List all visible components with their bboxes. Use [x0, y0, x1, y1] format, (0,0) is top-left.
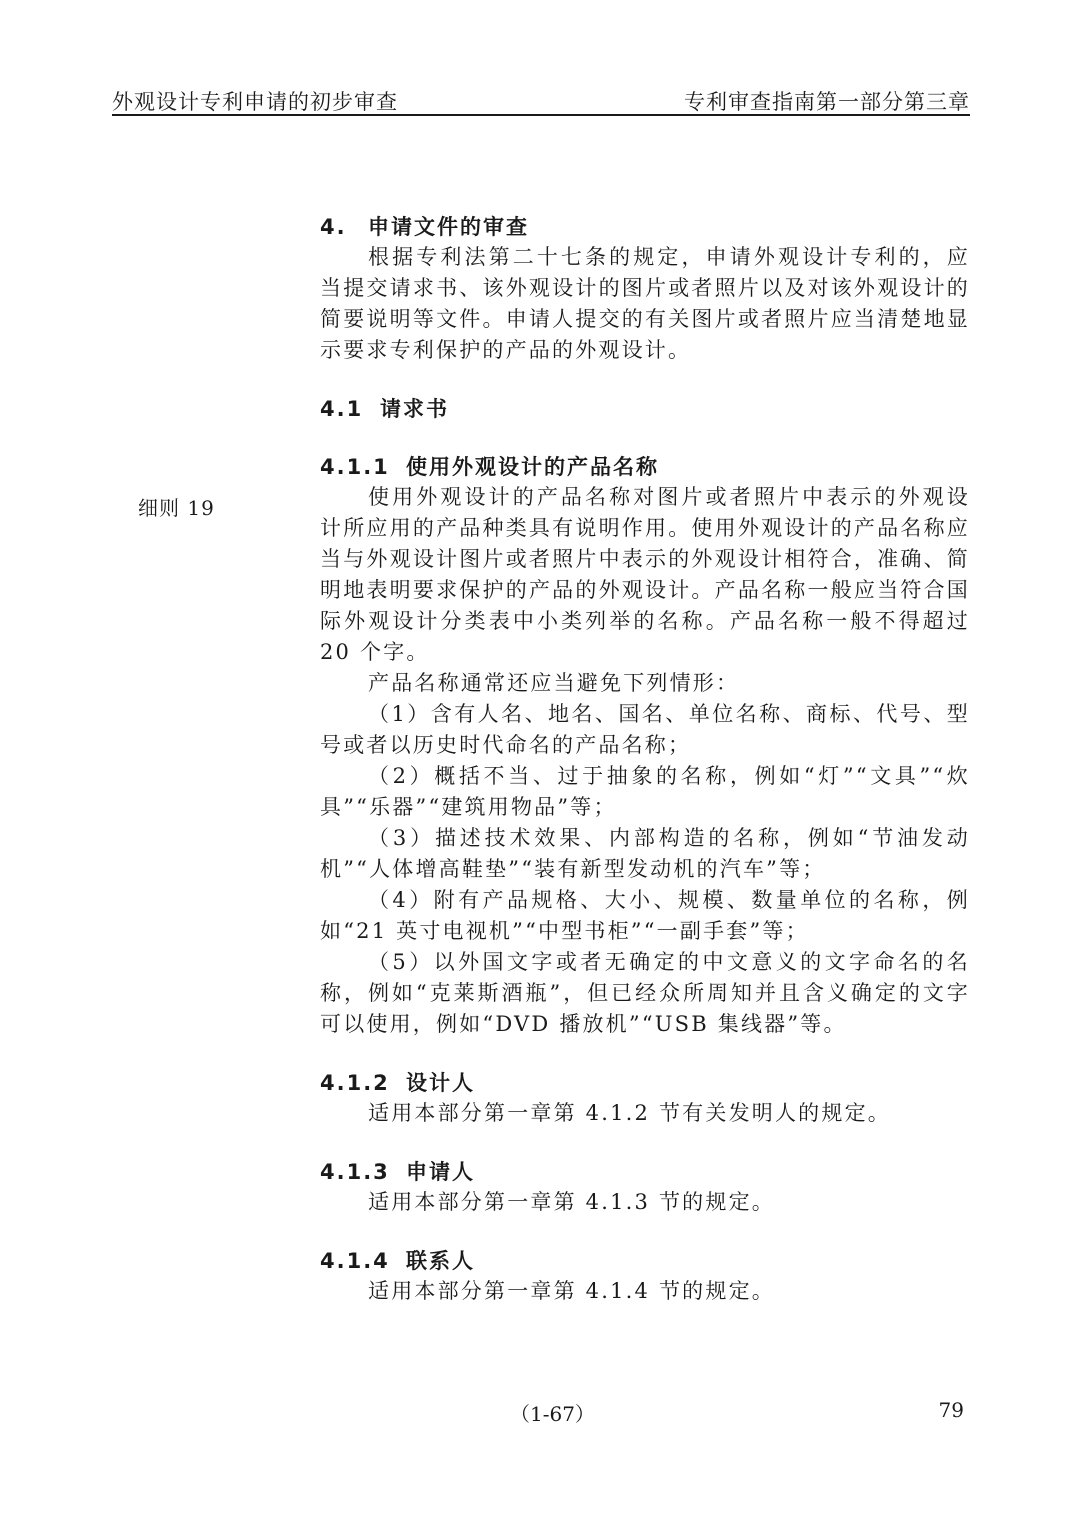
- section-heading-4-1-1: [320, 452, 970, 482]
- header-rule: [112, 114, 970, 116]
- section-number: 4.1.4: [320, 1249, 390, 1273]
- paragraph: 适用本部分第一章第 4.1.2 节有关发明人的规定。: [368, 1101, 891, 1125]
- paragraph: 适用本部分第一章第 4.1.4 节的规定。: [368, 1279, 775, 1303]
- paragraph: 使用外观设计的产品名称对图片或者照片中表示的外观设计所应用的产品种类具有说明作用。使用外观设计的产品名称应当与外观设计图片或者照片中表示的外观设计相符合，准确、简明地表明要求保护的产品的外观设计。产品名称一般应当符合国际外观设计分类表中小类列举的名称。产品名称一般不得超过 20 个字。: [320, 485, 970, 664]
- section-number: 4.1.2: [320, 1071, 390, 1095]
- page-number: 79: [938, 1398, 964, 1422]
- section-title: 使用外观设计的产品名称: [406, 455, 659, 479]
- section-number: 4.1.3: [320, 1160, 390, 1184]
- section-title: 设计人: [406, 1071, 475, 1095]
- paragraph: 根据专利法第二十七条的规定，申请外观设计专利的，应当提交请求书、该外观设计的图片或者照片以及对该外观设计的简要说明等文件。申请人提交的有关图片或者照片应当清楚地显示要求专利保护的产品的外观设计。: [320, 245, 970, 362]
- list-item: （2）概括不当、过于抽象的名称，例如“灯”“文具”“炊具”“乐器”“建筑用物品”等；: [320, 764, 970, 819]
- section-heading-4-1-2: [320, 1068, 970, 1098]
- list-item: （3）描述技术效果、内部构造的名称，例如“节油发动机”“人体增高鞋垫”“装有新型发动机的汽车”等；: [320, 826, 970, 881]
- header-guide-title: 专利审查指南第一部分第三章: [684, 90, 970, 114]
- section-number: 4.1: [320, 397, 364, 421]
- paragraph: 适用本部分第一章第 4.1.3 节的规定。: [368, 1190, 775, 1214]
- list-item: （5）以外国文字或者无确定的中文意义的文字命名的名称，例如“克莱斯酒瓶”，但已经众所周知并且含义确定的文字可以使用，例如“DVD 播放机”“USB 集线器”等。: [320, 950, 970, 1036]
- section-title: 请求书: [380, 397, 449, 421]
- section-heading-4-1: [320, 394, 970, 424]
- running-header: [112, 86, 970, 114]
- section-heading-4: [320, 212, 970, 242]
- margin-note-rule-reference: 细则 19: [138, 496, 215, 520]
- list-item: （4）附有产品规格、大小、规模、数量单位的名称，例如“21 英寸电视机”“中型书柜”“一副手套”等；: [320, 888, 970, 943]
- header-chapter-title: 外观设计专利申请的初步审查: [112, 90, 398, 114]
- section-heading-4-1-4: [320, 1246, 970, 1276]
- section-number: 4.1.1: [320, 455, 390, 479]
- section-heading-4-1-3: [320, 1157, 970, 1187]
- section-title: 联系人: [406, 1249, 475, 1273]
- main-content: [320, 212, 970, 1307]
- paragraph: 产品名称通常还应当避免下列情形：: [368, 671, 740, 695]
- section-title: 申请人: [406, 1160, 475, 1184]
- section-number: 4.: [320, 215, 347, 239]
- footer-section-page: （1-67）: [510, 1402, 595, 1426]
- section-title: 申请文件的审查: [368, 215, 529, 239]
- list-item: （1）含有人名、地名、国名、单位名称、商标、代号、型号或者以历史时代命名的产品名称；: [320, 702, 970, 757]
